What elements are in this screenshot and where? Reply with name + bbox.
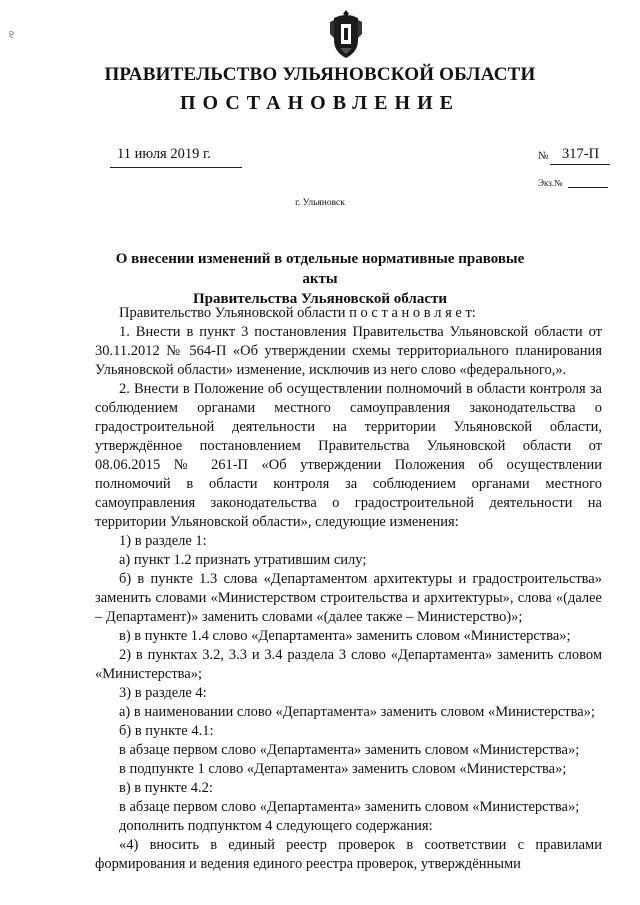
- document-body: [95, 304, 602, 874]
- title-line: Правительства Ульяновской области: [192, 291, 448, 307]
- paragraph: в подпункте 1 слово «Департамента» заменить словом «Министерства»;: [119, 761, 567, 777]
- paragraph: 1. Внести в пункт 3 постановления Правительства Ульяновской области от 30.11.2012 № 564-П «Об утверждении схемы территориального планирования Ульяновской области» изменение, исключив из него слово «федерального,».: [95, 324, 602, 378]
- paragraph: 3) в разделе 4:: [119, 685, 207, 701]
- paragraph: в) в пункте 1.4 слово «Департамента» заменить словом «Министерства»;: [119, 628, 571, 644]
- margin-stamp: r0: [5, 29, 17, 40]
- date-underline: [110, 167, 242, 168]
- paragraph: 2) в пунктах 3.2, 3.3 и 3.4 раздела 3 слово «Департамента» заменить словом «Министерства»;: [95, 647, 602, 682]
- copy-number-underline: [568, 187, 608, 188]
- document-type: ПОСТАНОВЛЕНИЕ: [180, 92, 460, 114]
- coat-of-arms-icon: [328, 8, 364, 60]
- paragraph: в абзаце первом слово «Департамента» заменить словом «Министерства»;: [119, 742, 580, 758]
- number-sign: №: [538, 150, 549, 162]
- document-date: 11 июля 2019 г.: [117, 146, 211, 162]
- title-line: О внесении изменений в отдельные нормативные правовые акты: [115, 251, 525, 287]
- number-underline: [550, 164, 610, 165]
- city: г. Ульяновск: [295, 198, 345, 208]
- copy-number-label: Экз.№: [538, 178, 563, 188]
- paragraph: а) пункт 1.2 признать утратившим силу;: [119, 552, 367, 568]
- government-name: ПРАВИТЕЛЬСТВО УЛЬЯНОВСКОЙ ОБЛАСТИ: [104, 64, 536, 85]
- paragraph: б) в пункте 1.3 слова «Департаментом архитектуры и градостроительства» заменить словами «Министерством строительства и архитектуры», слова «(далее – Департамент)» заменить словами «(далее также – Министерство)»;: [95, 571, 602, 625]
- paragraph: 2. Внести в Положение об осуществлении полномочий в области контроля за соблюдением органами местного самоуправления законодательства о градостроительной деятельности на территории Ульяновской области, утверждённое постановлением Правительства Ульяновской области от 08.06.2015 № 261-П «Об утверждении Положения об осуществлении полномочий в области контроля за соблюдением органами местного самоуправления законодательства о градостроительной деятельности на территории Ульяновской области», следующие изменения:: [95, 381, 602, 530]
- paragraph: Правительство Ульяновской области п о с т а н о в л я е т:: [119, 305, 476, 321]
- document-title: [100, 249, 540, 309]
- paragraph: дополнить подпунктом 4 следующего содержания:: [119, 818, 433, 834]
- paragraph: в абзаце первом слово «Департамента» заменить словом «Министерства»;: [119, 799, 580, 815]
- paragraph: 1) в разделе 1:: [119, 533, 207, 549]
- paragraph: а) в наименовании слово «Департамента» заменить словом «Министерства»;: [119, 704, 595, 720]
- paragraph: «4) вносить в единый реестр проверок в соответствии с правилами формирования и ведения единого реестра проверок, утверждёнными: [95, 837, 602, 872]
- document-number: 317-П: [562, 146, 600, 162]
- paragraph: в) в пункте 4.2:: [119, 780, 213, 796]
- paragraph: б) в пункте 4.1:: [119, 723, 214, 739]
